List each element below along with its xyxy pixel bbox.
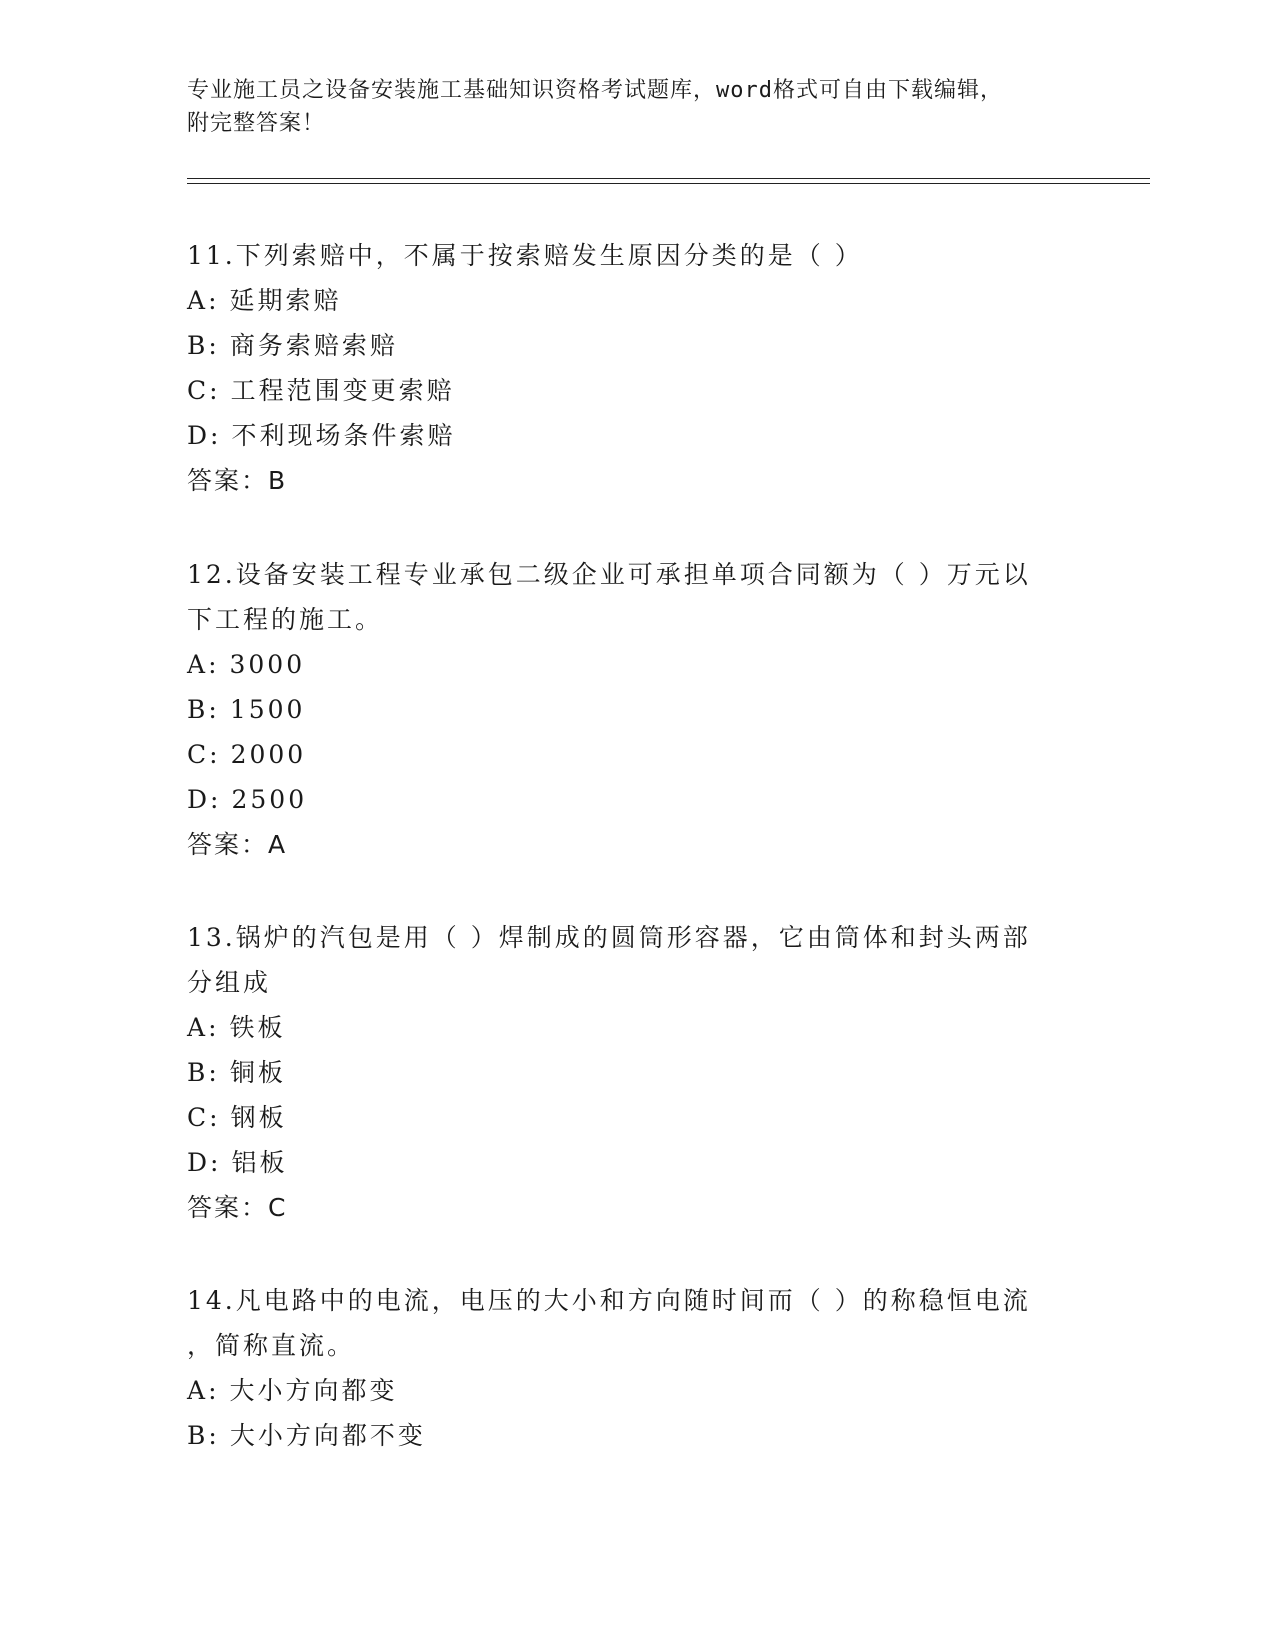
option-letter: C [187, 376, 210, 405]
question-stem-line-2: 分组成 [187, 968, 272, 997]
option-c: C: 工程范围变更索赔 [187, 376, 455, 405]
option-c: C: 钢板 [187, 1103, 287, 1132]
option-a: A: 延期索赔 [187, 286, 342, 315]
option-b: B: 商务索赔索赔 [187, 331, 398, 360]
option-text: 大小方向都不变 [229, 1421, 426, 1450]
answer-line [187, 822, 1067, 867]
answer-line [187, 1185, 1067, 1230]
question-12 [187, 552, 1067, 867]
header-line-2: 附完整答案！ [187, 111, 326, 136]
option-d: D: 2500 [187, 785, 308, 814]
option-b: B: 大小方向都不变 [187, 1421, 426, 1450]
option-letter: D [187, 421, 211, 450]
option-letter: C [187, 740, 210, 769]
question-stem [187, 552, 1067, 642]
answer-label: 答案： [187, 466, 269, 495]
option-text: 3000 [229, 650, 306, 679]
header-divider-bottom [187, 183, 1150, 184]
option-text: 1500 [229, 695, 306, 724]
question-number: 14. [187, 1286, 236, 1315]
option-letter: D [187, 1148, 211, 1177]
question-stem-line-1: 设备安装工程专业承包二级企业可承担单项合同额为（ ）万元以 [235, 560, 1031, 589]
option-b: B: 1500 [187, 695, 306, 724]
option-text: 铜板 [229, 1058, 286, 1087]
option-letter: B [187, 331, 209, 360]
option-letter: D [187, 785, 211, 814]
option-letter: B [187, 695, 209, 724]
option-text: 工程范围变更索赔 [230, 376, 455, 405]
question-stem-line-1: 下列索赔中，不属于按索赔发生原因分类的是（ ） [235, 241, 863, 270]
question-number: 11. [187, 241, 236, 270]
header-divider-top [187, 178, 1150, 179]
question-14 [187, 1278, 1067, 1458]
option-b: B: 铜板 [187, 1058, 286, 1087]
option-a: A: 3000 [187, 650, 306, 679]
question-number: 13. [187, 923, 236, 952]
answer-label: 答案： [187, 1193, 269, 1222]
question-stem [187, 233, 1067, 278]
question-11 [187, 233, 1067, 503]
answer-line [187, 458, 1067, 503]
option-text: 铝板 [231, 1148, 288, 1177]
document-header [187, 74, 1067, 140]
question-13 [187, 915, 1067, 1230]
option-letter: A [187, 286, 209, 315]
question-stem-line-1: 锅炉的汽包是用（ ）焊制成的圆筒形容器，它由筒体和封头两部 [235, 923, 1031, 952]
option-d: D: 不利现场条件索赔 [187, 421, 456, 450]
option-letter: B [187, 1421, 209, 1450]
option-letter: A [187, 650, 209, 679]
question-number: 12. [187, 560, 236, 589]
option-a: A: 大小方向都变 [187, 1376, 398, 1405]
option-text: 不利现场条件索赔 [231, 421, 456, 450]
header-line-1: 专业施工员之设备安装施工基础知识资格考试题库，word格式可自由下载编辑， [187, 78, 1003, 103]
question-stem [187, 1278, 1067, 1368]
option-letter: C [187, 1103, 210, 1132]
option-text: 铁板 [229, 1013, 286, 1042]
option-c: C: 2000 [187, 740, 307, 769]
answer-value: A [268, 830, 288, 859]
answer-value: B [268, 466, 288, 495]
option-text: 钢板 [230, 1103, 287, 1132]
question-stem-line-2: 下工程的施工。 [187, 605, 384, 634]
option-text: 商务索赔索赔 [229, 331, 398, 360]
question-stem-line-1: 凡电路中的电流，电压的大小和方向随时间而（ ）的称稳恒电流 [235, 1286, 1031, 1315]
option-letter: A [187, 1013, 209, 1042]
question-stem-line-2: ，简称直流。 [187, 1331, 356, 1360]
option-letter: A [187, 1376, 209, 1405]
option-letter: B [187, 1058, 209, 1087]
option-a: A: 铁板 [187, 1013, 286, 1042]
answer-value: C [268, 1193, 288, 1222]
option-text: 2000 [230, 740, 307, 769]
option-d: D: 铝板 [187, 1148, 288, 1177]
option-text: 2500 [231, 785, 308, 814]
question-stem [187, 915, 1067, 1005]
option-text: 大小方向都变 [229, 1376, 398, 1405]
option-text: 延期索赔 [229, 286, 342, 315]
answer-label: 答案： [187, 830, 269, 859]
